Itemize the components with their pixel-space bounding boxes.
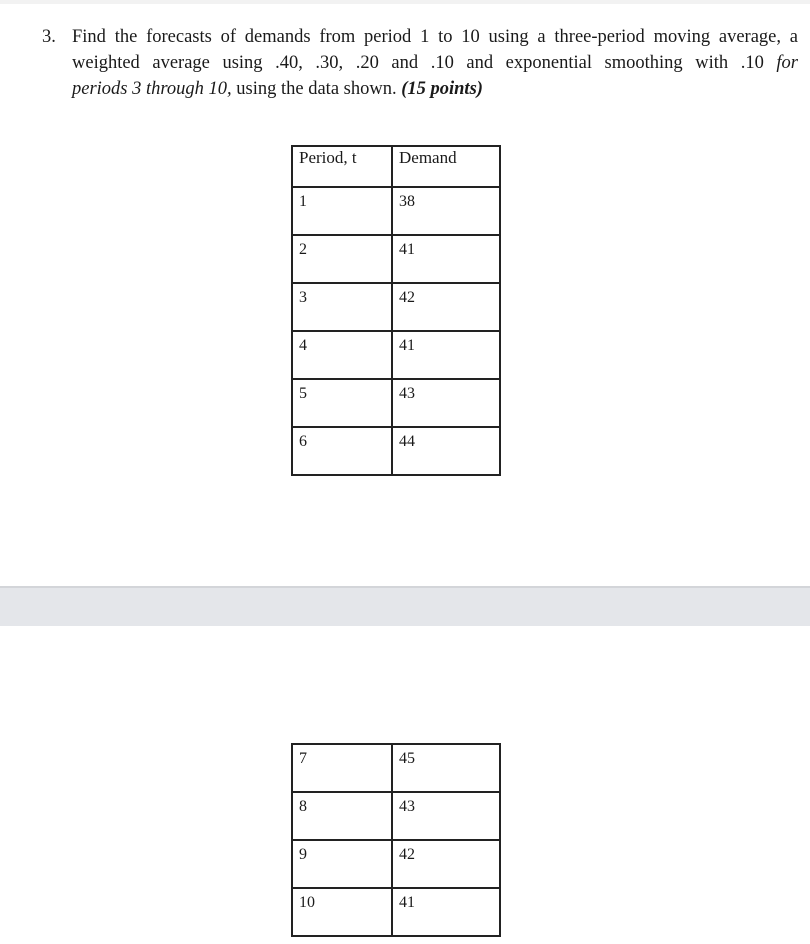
period-cell: 3 <box>292 283 392 331</box>
period-cell: 8 <box>292 792 392 840</box>
question-line-2 <box>42 50 798 76</box>
demand-cell: 42 <box>392 283 500 331</box>
demand-table-page-2 <box>291 743 501 937</box>
demand-table-page-1 <box>291 145 501 476</box>
question-number: 3. <box>42 27 56 47</box>
table-row <box>292 792 500 840</box>
header-period: Period, t <box>292 146 392 187</box>
table-row <box>292 840 500 888</box>
table-row <box>292 331 500 379</box>
demand-cell: 42 <box>392 840 500 888</box>
period-cell: 7 <box>292 744 392 792</box>
question-text <box>42 24 798 102</box>
period-cell: 4 <box>292 331 392 379</box>
table-row <box>292 283 500 331</box>
demand-cell: 43 <box>392 379 500 427</box>
demand-cell: 41 <box>392 331 500 379</box>
top-border <box>0 0 810 4</box>
page-break-divider <box>0 586 810 626</box>
question-line-3-text: using the data shown. <box>236 79 397 99</box>
question-line-3-italic: periods 3 through 10, <box>72 79 232 99</box>
period-cell: 6 <box>292 427 392 475</box>
table-row <box>292 744 500 792</box>
demand-cell: 41 <box>392 235 500 283</box>
table-row <box>292 888 500 936</box>
demand-cell: 44 <box>392 427 500 475</box>
demand-cell: 45 <box>392 744 500 792</box>
table-row <box>292 235 500 283</box>
question-line-1 <box>42 24 798 50</box>
table-row <box>292 379 500 427</box>
demand-cell: 38 <box>392 187 500 235</box>
table-header-row <box>292 146 500 187</box>
demand-cell: 43 <box>392 792 500 840</box>
period-cell: 10 <box>292 888 392 936</box>
question-line-3 <box>42 76 798 102</box>
table-row <box>292 187 500 235</box>
period-cell: 2 <box>292 235 392 283</box>
demand-cell: 41 <box>392 888 500 936</box>
question-line-1-text: Find the forecasts of demands from period 1 to 10 using a three-period moving average, a <box>72 27 798 47</box>
question-points: (15 points) <box>401 79 483 99</box>
question-line-2-text: weighted average using .40, .30, .20 and .10 and exponential smoothing with .10 <box>72 53 764 73</box>
period-cell: 1 <box>292 187 392 235</box>
table-row <box>292 427 500 475</box>
period-cell: 5 <box>292 379 392 427</box>
question-line-2-italic: for <box>776 53 798 73</box>
header-demand: Demand <box>392 146 500 187</box>
period-cell: 9 <box>292 840 392 888</box>
